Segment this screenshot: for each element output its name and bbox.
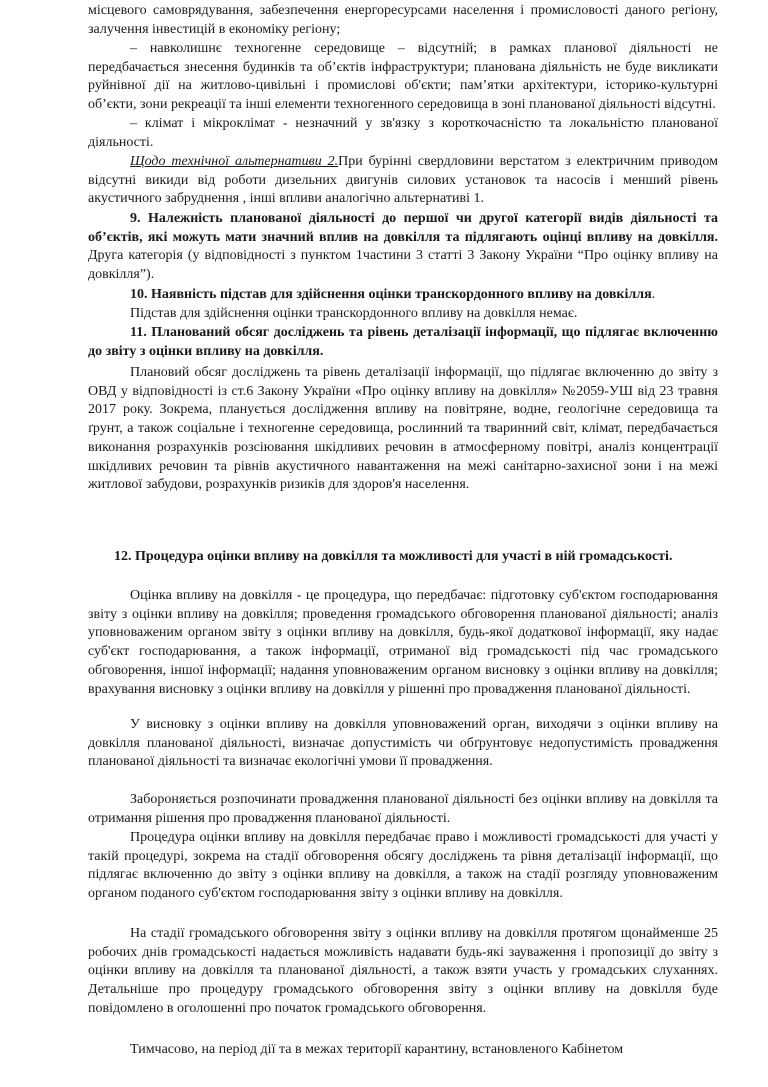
- paragraph-13: Забороняється розпочинати провадження планованої діяльності без оцінки впливу на довкілля та отримання рішення про провадження планованої діяльності.: [88, 792, 718, 826]
- paragraph-2: – навколишнє техногенне середовище – відсутній; в рамках планової діяльності не передбачається знесення будинків та об’єктів інфраструктури; планована діяльність не буде викликати руйнівної дії на житлово-цивільні і промислові об'єкти; пам’ятки архітектури, історико-культурні об’єкти, зони рекреації та інші елементи техногенного середовища в зоні планованої діяльності відсутні.: [88, 41, 718, 113]
- section-10-heading: 10. Наявність підстав для здійснення оцінки транскордонного впливу на довкілля: [130, 287, 652, 302]
- paragraph-3-text: – клімат і мікроклімат - незначний у зв'язку з короткочасністю та локальністю планованої діяльності.: [88, 116, 718, 150]
- paragraph-11: Оцінка впливу на довкілля - це процедура, що передбачає: підготовку суб'єктом господарювання звіту з оцінки впливу на довкілля; проведення громадського обговорення планованої діяльності; аналіз уповноваженим органом звіту з оцінки впливу на довкілля, будь-якої додаткової інформації, яку надає суб'єкт господарювання, а також інформації, отриманої від громадськості під час громадського обговорення, іншої інформації; надання уповноваженим органом висновку з оцінки впливу на довкілля; врахування висновку з оцінки впливу на довкілля у рішенні про провадження планованої діяльності.: [88, 588, 718, 697]
- paragraph-16: Тимчасово, на період дії та в межах території карантину, встановленого Кабінетом: [130, 1042, 624, 1057]
- section-10: [88, 286, 718, 305]
- section-11-heading: 11. Планований обсяг досліджень та рівень деталізації інформації, що підлягає включенню до звіту з оцінки впливу на довкілля.: [88, 325, 718, 359]
- paragraph-1: місцевого самоврядування, забезпечення енергоресурсами населення і промисловості даного регіону, залучення інвестицій в економіку регіону;: [88, 3, 718, 37]
- section-9: [88, 210, 718, 285]
- section-12: [88, 548, 718, 567]
- paragraph-7: Підстав для здійснення оцінки транскордонного впливу на довкілля немає.: [130, 306, 578, 321]
- section-10-period: .: [651, 287, 656, 302]
- section-12-heading: 12. Процедура оцінки впливу на довкілля та можливості для участі в ній громадськості.: [114, 549, 673, 564]
- paragraph-14: Процедура оцінки впливу на довкілля передбачає право і можливості громадськості для участі у такій процедурі, зокрема на стадії обговорення обсягу досліджень та рівня деталізації інформації, що підлягає включенню до звіту з оцінки впливу на довкілля, а також на стадії розгляду уповноваженим органом поданого суб'єктом господарювання звіту з оцінки впливу на довкілля.: [88, 830, 718, 902]
- paragraph-12: У висновку з оцінки впливу на довкілля уповноважений орган, виходячи з оцінки впливу на довкілля планованої діяльності, визначає допустимість чи обґрунтовує недопустимість провадження планованої діяльності та визначає екологічні умови її провадження.: [88, 717, 718, 770]
- technical-alternative-2-heading: Щодо технічної альтернативи 2.: [130, 154, 339, 169]
- section-11: [88, 324, 718, 361]
- paragraph-9: Плановий обсяг досліджень та рівень деталізації інформації, що підлягає включенню до звіту з ОВД у відповідності із ст.6 Закону України «Про оцінку впливу на довкілля» №2059-УШ від 23 травня 2017 року. Зокрема, планується дослідження впливу на повітряне, водне, геологічне середовища та ґрунт, а також соціальне і техногенне середовища, рослинний та тваринний світ, клімат, передбачається виконання розрахунків розсіювання шкідливих речовин в атмосферному повітрі, аналіз концентрації шкідливих речовин та рівнів акустичного навантаження на межі санітарно-захисної зони і на межі житлової забудови, розрахунків ризиків для здоров'я населення.: [88, 365, 718, 493]
- paragraph-4: [88, 153, 718, 209]
- paragraph-4-text: При бурінні свердловини верстатом з електричним приводом відсутні викиди від роботи дизельних двигунів силових установок та насосів і менший рівень акустичного забруднення , інші впливи аналогічно альтернативі 1.: [88, 154, 718, 207]
- paragraph-15: На стадії громадського обговорення звіту з оцінки впливу на довкілля протягом щонайменше 25 робочих днів громадськості надається можливість надавати будь-які зауваження і пропозиції до звіту з оцінки впливу на довкілля та планованої діяльності, а також взяти участь у громадських слуханнях. Детальніше про процедуру громадського обговорення звіту з оцінки впливу на довкілля буде повідомлено в оголошенні про початок громадського обговорення.: [88, 926, 718, 1016]
- paragraph-3: [88, 115, 718, 152]
- section-9-text: Друга категорія (у відповідності з пунктом 1частини 3 статті 3 Закону України “Про оцінку впливу на довкілля”).: [88, 248, 718, 283]
- section-9-heading: 9. Належність планованої діяльності до першої чи другої категорії видів діяльності та об’єктів, які можуть мати значний вплив на довкілля та підлягають оцінці впливу на довкілля.: [88, 211, 718, 245]
